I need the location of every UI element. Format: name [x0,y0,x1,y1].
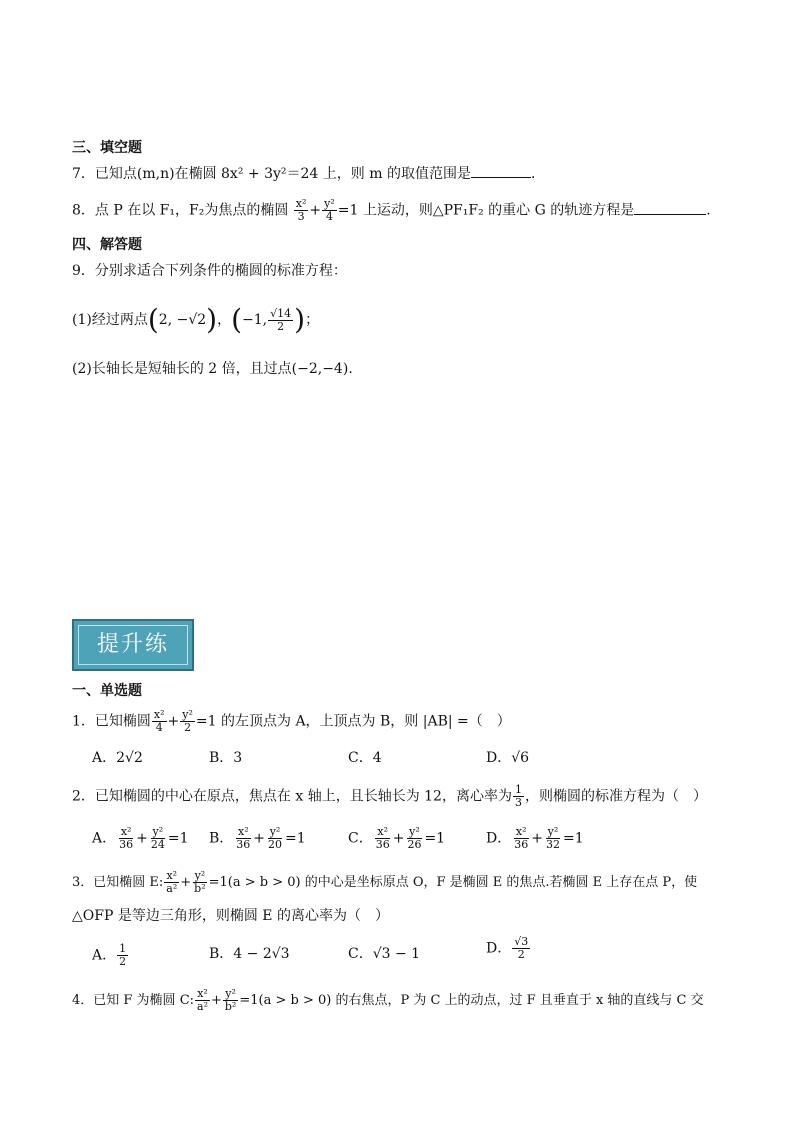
q7-end: ． [530,166,545,182]
question-3-line-2: △OFP 是等边三角形，则椭圆 E 的离心率为（ ） [72,908,389,924]
question-4: 4．已知 F 为椭圆 C: $\frac{\text{x²}}{\text{a²}}$ + $\frac{\text{y²}}{\text{b²}}$ =1(a > b > 0) 的右焦点，P 为 C 上的动点，过 F 且垂直于 x 轴的直线与 C 交 [72,987,704,1013]
q1-fraction-x: $\frac{\text{x²}}{4}$ [153,708,165,734]
q2-text: 2．已知椭圆的中心在原点，焦点在 x 轴上，且长轴长为 12，离心率为 [72,788,512,805]
q8-answer-blank [634,202,706,215]
section-heading-single-choice: 一、单选题 [72,683,142,699]
q2-fraction: $\frac{1}{3}$ [514,783,522,809]
q2-option-b[interactable]: B． $\frac{\text{x²}}{36}$ + $\frac{\text{y²}}{20}$ =1 [209,825,306,851]
q9-1-separator: ， [217,312,232,328]
question-9-part-1: (1)经过两点(2, −√2)，(−1, $\frac{√14}{2}$ )； [72,303,320,336]
q9-2-point: −2,−4 [297,361,343,377]
q4-fraction-y: $\frac{\text{y²}}{\text{b²}}$ [224,987,237,1013]
q9-1-end: ； [305,312,320,328]
q2-text-2: ，则椭圆的标准方程为（ ） [524,788,707,805]
q9-1-point-2-fraction: $\frac{√14}{2}$ [270,306,292,333]
q1-text-2: =1 的左顶点为 A，上顶点为 B，则 |AB| =（ ） [195,713,511,730]
q9-1-point-1: 2, −√2 [158,312,207,328]
q2-option-d[interactable]: D． $\frac{\text{x²}}{36}$ + $\frac{\text{y²}}{32}$ =1 [486,825,584,851]
q3-text-2: =1(a > b > 0) 的中心是坐标原点 O，F 是椭圆 E 的焦点.若椭圆 E 上存在点 P，使 [208,875,698,890]
q8-text: 8．点 P 在以 F₁，F₂为焦点的椭圆 [72,202,289,219]
q8-fraction-x: $\frac{\text{x²}}{3}$ [295,197,307,223]
q9-2-end: . [348,361,353,377]
q1-option-a[interactable]: A．2√2 [92,750,143,766]
q9-1-point-2-x: −1, [242,312,268,328]
q2-option-c[interactable]: C． $\frac{\text{x²}}{36}$ + $\frac{\text{y²}}{26}$ =1 [348,825,446,851]
q4-text: 4．已知 F 为椭圆 C: [72,993,195,1008]
section-heading-fill-in: 三、填空题 [72,140,142,156]
q3-option-a[interactable]: A． $\frac{1}{2}$ [92,942,127,968]
q3-option-c[interactable]: C．√3 − 1 [348,946,421,962]
question-2 [72,784,707,809]
q4-fraction-x: $\frac{\text{x²}}{\text{a²}}$ [197,987,208,1013]
question-9: 9．分别求适合下列条件的椭圆的标准方程： [72,263,347,279]
q3-option-d[interactable]: D． $\frac{√3}{2}$ [486,935,529,961]
q8-end: . [706,202,711,219]
question-8 [72,198,711,223]
q1-option-d[interactable]: D．√6 [486,750,530,766]
practice-level-badge [72,619,194,671]
q8-text-2: =1 上运动，则△PF₁F₂ 的重心 G 的轨迹方程是 [337,202,635,219]
q9-1-text: (1)经过两点 [72,312,148,328]
q3-fraction-x: $\frac{\text{x²}}{\text{a²}}$ [166,869,178,895]
q1-option-c[interactable]: C．4 [348,750,382,766]
q3-fraction-y: $\frac{\text{y²}}{\text{b²}}$ [194,869,206,895]
question-1: 1．已知椭圆 $\frac{\text{x²}}{4}$ + $\frac{\text{y²}}{2}$ =1 的左顶点为 A，上顶点为 B，则 |AB| =（ ） [72,708,511,734]
q7-answer-blank [471,165,531,178]
section-heading-answer: 四、解答题 [72,237,142,253]
q3-text: 3．已知椭圆 E: [72,875,164,890]
q1-option-b[interactable]: B．3 [209,750,243,766]
badge-label: 提升练 [96,632,169,657]
q4-text-2: =1(a > b > 0) 的右焦点，P 为 C 上的动点，过 F 且垂直于 x 轴的直线与 C 交 [239,993,704,1008]
question-3: 3．已知椭圆 E: $\frac{\text{x²}}{\text{a²}}$ + $\frac{\text{y²}}{\text{b²}}$ =1(a > b > 0) 的中心是坐标原点 O，F 是椭圆 E 的焦点.若椭圆 E 上存在点 P，使 [72,869,698,895]
q7-text: 7．已知点(m,n)在椭圆 8x² + 3y²＝24 上，则 m 的取值范围是 [72,166,471,182]
q1-text: 1．已知椭圆 [72,713,151,730]
q2-option-a[interactable]: A． $\frac{\text{x²}}{36}$ + $\frac{\text{y²}}{24}$ =1 [92,825,189,851]
question-9-part-2: (2)长轴长是短轴长的 2 倍，且过点(−2,−4). [72,361,353,377]
q9-2-text: (2)长轴长是短轴长的 2 倍，且过点 [72,361,292,377]
q3-option-b[interactable]: B．4 − 2√3 [209,946,290,962]
q8-fraction-y: $\frac{\text{y²}}{4}$ [324,197,335,223]
q1-fraction-y: $\frac{\text{y²}}{2}$ [182,708,193,734]
question-7 [72,165,545,183]
q8-plus: + [309,202,322,219]
